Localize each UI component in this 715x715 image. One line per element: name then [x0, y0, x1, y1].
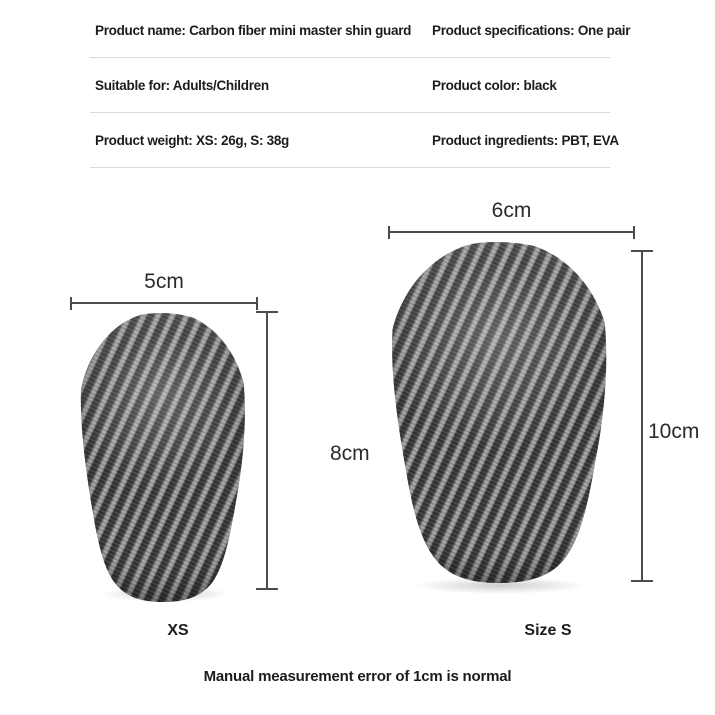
xs-height-label: 8cm [330, 442, 370, 465]
spec-specifications: Product specifications: One pair [432, 22, 631, 38]
spec-suitable-for: Suitable for: Adults/Children [95, 77, 269, 93]
s-height-dimension-line [641, 250, 643, 582]
xs-size-label: XS [167, 622, 189, 639]
shin-guard-xs-image [78, 312, 248, 602]
xs-width-dimension-line [70, 302, 258, 304]
s-height-label: 10cm [648, 420, 700, 443]
spec-product-color: Product color: black [432, 77, 557, 93]
spec-table [90, 3, 631, 168]
s-size-label: Size S [524, 622, 572, 639]
xs-height-dimension-line [266, 311, 268, 590]
spec-row-2 [90, 58, 610, 113]
s-width-label: 6cm [491, 199, 532, 222]
spec-row-3 [90, 113, 619, 168]
spec-ingredients: Product ingredients: PBT, EVA [432, 132, 619, 148]
shin-guard-s-image [388, 241, 611, 583]
xs-width-label: 5cm [144, 270, 184, 293]
spec-product-name: Product name: Carbon fiber mini master shin guard [95, 22, 412, 38]
spec-row-1 [90, 3, 631, 58]
spec-product-weight: Product weight: XS: 26g, S: 38g [95, 132, 289, 148]
measurement-note: Manual measurement error of 1cm is normal [203, 668, 512, 685]
s-width-dimension-line [388, 231, 635, 233]
